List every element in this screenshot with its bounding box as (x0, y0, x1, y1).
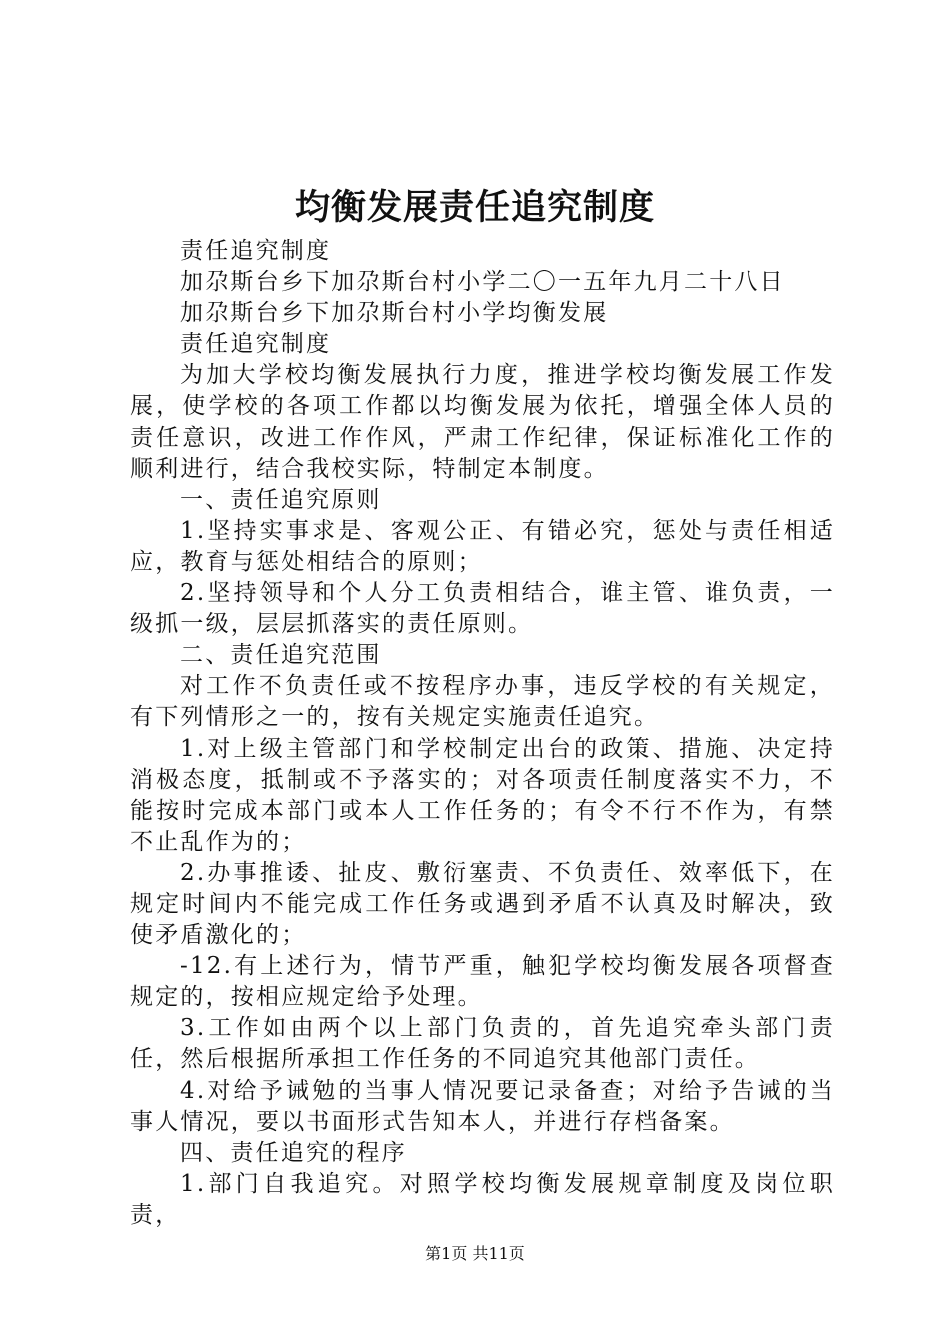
page-title: 均衡发展责任追究制度 (294, 187, 655, 228)
paragraph: 1.对上级主管部门和学校制定出台的政策、措施、决定持消极态度，抵制或不予落实的；对各项责任制度落实不力，不能按时完成本部门或本人工作任务的；有令不行不作为，有禁不止乱作为的； (130, 735, 835, 855)
section-heading: 二、责任追究范围 (180, 642, 382, 669)
paragraph: 2.坚持领导和个人分工负责相结合，谁主管、谁负责，一级抓一级，层层抓落实的责任原则。 (130, 580, 835, 638)
paragraph: -12.有上述行为，情节严重，触犯学校均衡发展各项督查规定的，按相应规定给予处理。 (130, 953, 835, 1011)
paragraph: 加尕斯台乡下加尕斯台村小学二〇一五年九月二十八日 (180, 269, 785, 296)
paragraph: 1.部门自我追究。对照学校均衡发展规章制度及岗位职责， (130, 1170, 835, 1228)
paragraph: 为加大学校均衡发展执行力度，推进学校均衡发展工作发展，使学校的各项工作都以均衡发展为依托，增强全体人员的责任意识，改进工作作风，严肃工作纪律，保证标准化工作的顺利进行，结合我校实际，特制定本制度。 (130, 362, 835, 482)
paragraph: 2.办事推诿、扯皮、敷衍塞责、不负责任、效率低下，在规定时间内不能完成工作任务或遇到矛盾不认真及时解决，致使矛盾激化的； (130, 859, 835, 949)
paragraph: 责任追究制度 (180, 238, 332, 264)
document-body (130, 236, 835, 1231)
paragraph: 4.对给予诫勉的当事人情况要记录备查；对给予告诫的当事人情况，要以书面形式告知本人，并进行存档备案。 (130, 1077, 835, 1135)
paragraph: 1.坚持实事求是、客观公正、有错必究，惩处与责任相适应，教育与惩处相结合的原则； (130, 517, 835, 575)
paragraph: 责任追究制度 (180, 331, 332, 358)
paragraph: 对工作不负责任或不按程序办事，违反学校的有关规定，有下列情形之一的，按有关规定实施责任追究。 (130, 673, 835, 731)
section-heading: 一、责任追究原则 (180, 486, 382, 513)
paragraph: 加尕斯台乡下加尕斯台村小学均衡发展 (180, 300, 609, 327)
paragraph: 3.工作如由两个以上部门负责的，首先追究牵头部门责任，然后根据所承担工作任务的不同追究其他部门责任。 (130, 1015, 835, 1073)
page-footer: 第1页 共11页 (425, 1244, 525, 1263)
section-heading: 四、责任追究的程序 (180, 1139, 407, 1166)
